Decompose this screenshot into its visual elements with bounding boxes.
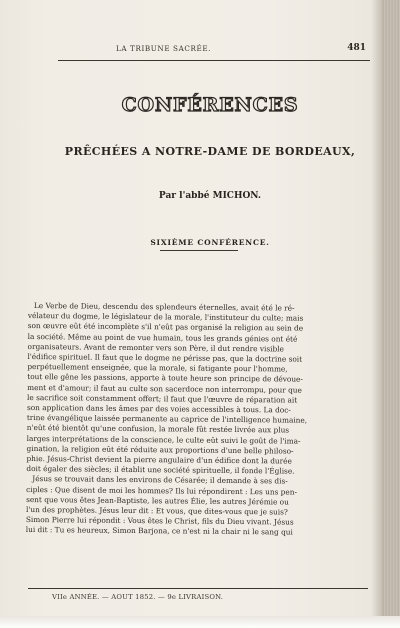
body-line: Jésus se trouvait dans les environs de Césarée; il demande à ses dis- <box>32 474 288 486</box>
body-line: l'un des prophètes. Jésus leur dit : Et vous, que dites-vous que je suis? <box>25 505 288 517</box>
author-line: Par l'abbé MICHON. <box>158 191 262 201</box>
body-line: ment et d'amour; il faut au culte son sacerdoce non interrompu, pour que <box>27 382 302 395</box>
header-rule <box>58 60 370 61</box>
body-line: trine évangélique laissée permanente au caprice de l'intelligence humaine, <box>26 413 308 425</box>
body-line: son œuvre eût été incomplète s'il n'eût pas organisé la religion au sein de <box>27 321 304 334</box>
section-heading: SIXIÈME CONFÉRENCE. <box>150 238 270 247</box>
body-line: Simon Pierre lui répondit : Vous êtes le Christ, fils du Dieu vivant. Jésus <box>25 515 294 527</box>
body-line: vélateur du dogme, le législateur de la morale, l'instituteur du culte; mais <box>27 311 304 323</box>
body-line: la société. Même au point de vue humain, tous les grands génies ont été <box>27 331 298 344</box>
body-line: n'eût été bientôt qu'une confusion, la morale fût restée livrée aux plus <box>26 423 290 435</box>
running-title: LA TRIBUNE SACRÉE. <box>116 44 212 53</box>
body-line: gination, la religion eût été réduite aux proportions d'une belle philoso- <box>26 443 294 456</box>
body-line: larges interprétations de la conscience, le culte eût suivi le goût de l'ima- <box>26 433 301 446</box>
body-line: phie. Jésus-Christ devient la pierre angulaire d'un édifice dont la durée <box>26 454 292 466</box>
body-line: sent que vous êtes Jean-Baptiste, les autres Élie, les autres Jérémie ou <box>26 494 289 507</box>
body-line: le sacrifice soit constamment offert; il faut que l'œuvre de réparation ait <box>27 392 298 405</box>
bottom-edge <box>0 616 400 628</box>
spine-shadow <box>371 0 381 616</box>
body-line: son application dans les âmes par des voies accessibles à tous. La doc- <box>26 403 291 415</box>
subtitle: PRÊCHÉES A NOTRE-DAME DE BORDEAUX, <box>64 145 356 158</box>
footer-rule <box>28 588 368 589</box>
body-line: organisateurs. Avant de remonter vers son Père, il dut rendre visible <box>27 341 284 354</box>
main-title: CONFÉRENCES <box>121 94 299 116</box>
body-line: l'édifice spirituel. Il faut que le dogme ne périsse pas, que la doctrine soit <box>27 352 303 364</box>
body-line: doit égaler des siècles; il établit une société spirituelle, il fonde l'Église. <box>26 464 295 476</box>
body-text <box>26 301 365 539</box>
body-line: lui dit : Tu es heureux, Simon Barjona, ce n'est ni la chair ni le sang qui <box>25 525 293 538</box>
body-line: tout elle gêne les passions, apporte à toute heure son principe de dévoue- <box>27 372 303 385</box>
book-spine <box>381 0 400 616</box>
page-number: 481 <box>347 43 366 53</box>
body-line: perpétuellement enseignée, que la morale, si fatigante pour l'homme, <box>27 362 288 374</box>
body-line: ciples : Que disent de moi les hommes? Ils lui répondirent : Les uns pen- <box>26 484 298 497</box>
footer-text: VIIe ANNÉE. — AOUT 1852. — 9e LIVRAISON. <box>52 593 224 601</box>
section-rule <box>160 250 238 251</box>
running-head <box>80 44 370 56</box>
body-line: Le Verbe de Dieu, descendu des splendeurs éternelles, avait été le ré- <box>33 301 295 313</box>
